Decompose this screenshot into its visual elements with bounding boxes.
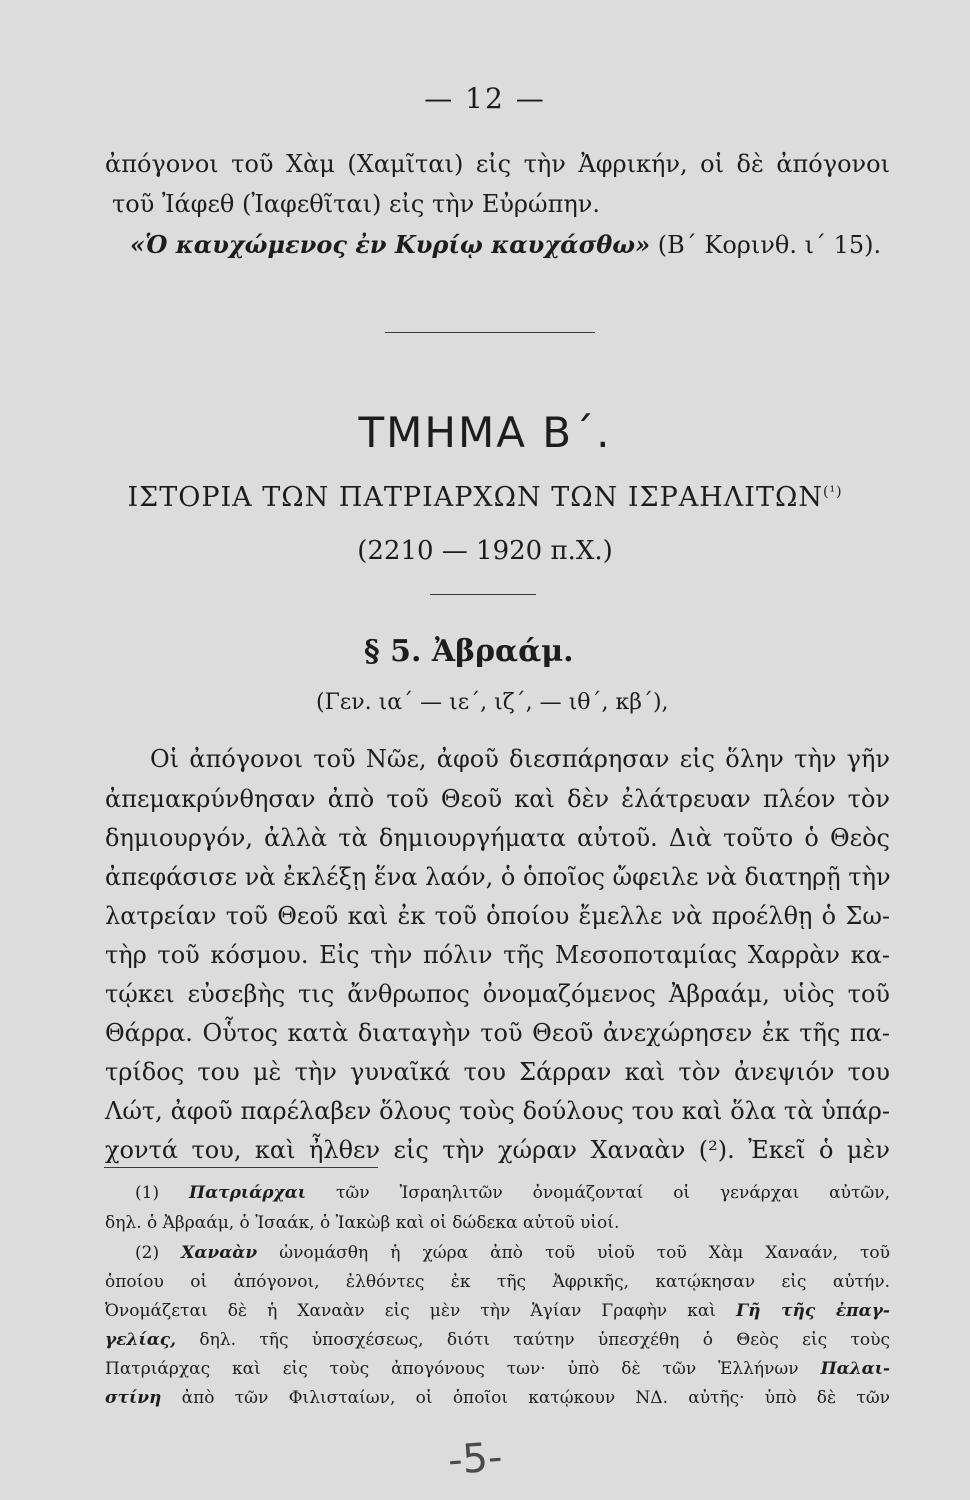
subtitle-footnote-ref: (¹) xyxy=(823,484,843,500)
footnote-1-line-2: δηλ. ὁ Ἀβραάμ, ὁ Ἰσαάκ, ὁ Ἰακὼβ καὶ οἱ δώδεκα αὐτοῦ υἱοί. xyxy=(105,1213,620,1233)
body-line-2: ἀπεμακρύνθησαν ἀπὸ τοῦ Θεοῦ καὶ δὲν ἐλάτρευαν πλέον τὸν xyxy=(105,785,890,813)
intro-line-1: ἀπόγονοι τοῦ Χὰμ (Χαμῖται) εἰς τὴν Ἀφρικήν, οἱ δὲ ἀπόγονοι xyxy=(105,150,890,178)
scripture-quote xyxy=(130,230,881,259)
footnote-2-line-6-text: ἀπὸ τῶν Φιλισταίων, οἱ ὁποῖοι κατῴκουν ΝΔ. αὐτῆς· ὑπὸ δὲ τῶν xyxy=(181,1388,891,1408)
footnote-1-marker: (1) xyxy=(135,1183,160,1203)
body-line-6: τὴρ τοῦ κόσμου. Εἰς τὴν πόλιν τῆς Μεσοποταμίας Χαρρὰν κα- xyxy=(105,941,890,969)
footnote-2-line-3-text: Ὀνομάζεται δὲ ἡ Χαναὰν εἰς μὲν τὴν Ἁγίαν Γραφὴν καὶ xyxy=(105,1301,716,1321)
footnote-2-line-3-term: Γῆ τῆς ἐπαγ- xyxy=(736,1301,890,1321)
handwritten-page-mark: -5- xyxy=(446,1434,504,1484)
footnote-1-line-1 xyxy=(135,1183,890,1203)
footnote-2-marker: (2) xyxy=(135,1243,160,1263)
footnote-2-line-6-term: στίνη xyxy=(105,1388,162,1408)
footnote-1-text: τῶν Ἰσραηλιτῶν ὀνομάζονταί οἱ γενάρχαι αὐτῶν, xyxy=(335,1183,890,1203)
section-heading: ΤΜΗΜΑ Β΄. xyxy=(358,408,612,457)
body-line-1: Οἱ ἀπόγονοι τοῦ Νῶε, ἀφοῦ διεσπάρησαν εἰς ὅλην τὴν γῆν xyxy=(150,745,890,773)
footnote-2-line-4 xyxy=(105,1330,890,1350)
body-line-10: Λώτ, ἀφοῦ παρέλαβεν ὅλους τοὺς δούλους του καὶ ὅλα τὰ ὑπάρ- xyxy=(105,1097,890,1125)
intro-line-2: τοῦ Ἰάφεθ (Ἰαφεθῖται) εἰς τὴν Εὐρώπην. xyxy=(112,190,600,218)
body-line-7: τῴκει εὐσεβὴς τις ἄνθρωπος ὀνομαζόμενος Ἀβραάμ, υἱὸς τοῦ xyxy=(105,980,890,1008)
divider-rule-short xyxy=(430,594,536,595)
body-line-4: ἀπεφάσισε νὰ ἐκλέξῃ ἕνα λαόν, ὁ ὁποῖος ὤφειλε νὰ διατηρῇ τὴν xyxy=(105,863,891,891)
date-range: (2210 — 1920 π.Χ.) xyxy=(357,536,613,566)
quote-reference: (Β΄ Κορινθ. ι΄ 15). xyxy=(657,231,882,259)
footnote-rule xyxy=(104,1167,378,1168)
subtitle-text: ΙΣΤΟΡΙΑ ΤΩΝ ΠΑΤΡΙΑΡΧΩΝ ΤΩΝ ΙΣΡΑΗΛΙΤΩΝ xyxy=(127,482,823,513)
footnote-2-line-5 xyxy=(105,1359,890,1379)
footnote-2-line-2: ὁποίου οἱ ἀπόγονοι, ἐλθόντες ἐκ τῆς Ἀφρικῆς, κατῴκησαν εἰς αὐτήν. xyxy=(105,1272,890,1292)
footnote-2-text: ὠνομάσθη ἡ χώρα ἀπὸ τοῦ υἱοῦ τοῦ Χὰμ Χαναάν, τοῦ xyxy=(279,1243,891,1263)
section-subtitle xyxy=(0,482,970,513)
footnote-2-line-1 xyxy=(135,1243,890,1263)
body-line-8: Θάρρα. Οὗτος κατὰ διαταγὴν τοῦ Θεοῦ ἀνεχώρησεν ἐκ τῆς πα- xyxy=(105,1019,890,1047)
quote-text: «Ὁ καυχώμενος ἐν Κυρίῳ καυχάσθω» xyxy=(130,230,651,259)
divider-rule xyxy=(385,332,595,333)
footnote-2-line-5-text: Πατριάρχας καὶ εἰς τοὺς ἀπογόνους των· ὑπὸ δὲ τῶν Ἑλλήνων xyxy=(105,1359,799,1379)
footnote-2-term: Χαναὰν xyxy=(181,1243,258,1263)
footnote-2-line-5-term: Παλαι- xyxy=(820,1359,890,1379)
page-number: — 12 — xyxy=(424,82,546,115)
body-line-5: λατρείαν τοῦ Θεοῦ καὶ ἐκ τοῦ ὁποίου ἔμελλε νὰ προέλθῃ ὁ Σω- xyxy=(105,902,890,930)
paragraph-heading: § 5. Ἀβραάμ. xyxy=(364,634,574,669)
body-line-11: χοντά του, καὶ ἦλθεν εἰς τὴν χώραν Χαναὰν (²). Ἐκεῖ ὁ μὲν xyxy=(105,1136,890,1164)
footnote-2-line-6 xyxy=(105,1388,890,1408)
body-line-3: δημιουργόν, ἀλλὰ τὰ δημιουργήματα αὐτοῦ. Διὰ τοῦτο ὁ Θεὸς xyxy=(105,824,890,852)
footnote-1-term: Πατριάρχαι xyxy=(189,1183,307,1203)
citation: (Γεν. ια΄ — ιε΄, ιζ΄, — ιθ΄, κβ΄), xyxy=(316,690,669,715)
footnote-2-line-3 xyxy=(105,1301,890,1321)
footnote-2-line-4-text: δηλ. τῆς ὑποσχέσεως, διότι ταύτην ὑπεσχέθη ὁ Θεὸς εἰς τοὺς xyxy=(199,1330,890,1350)
footnote-2-line-4-term: γελίας, xyxy=(105,1330,177,1350)
body-line-9: τρίδος του μὲ τὴν γυναῖκά του Σάρραν καὶ τὸν ἀνεψιόν του xyxy=(105,1058,890,1086)
